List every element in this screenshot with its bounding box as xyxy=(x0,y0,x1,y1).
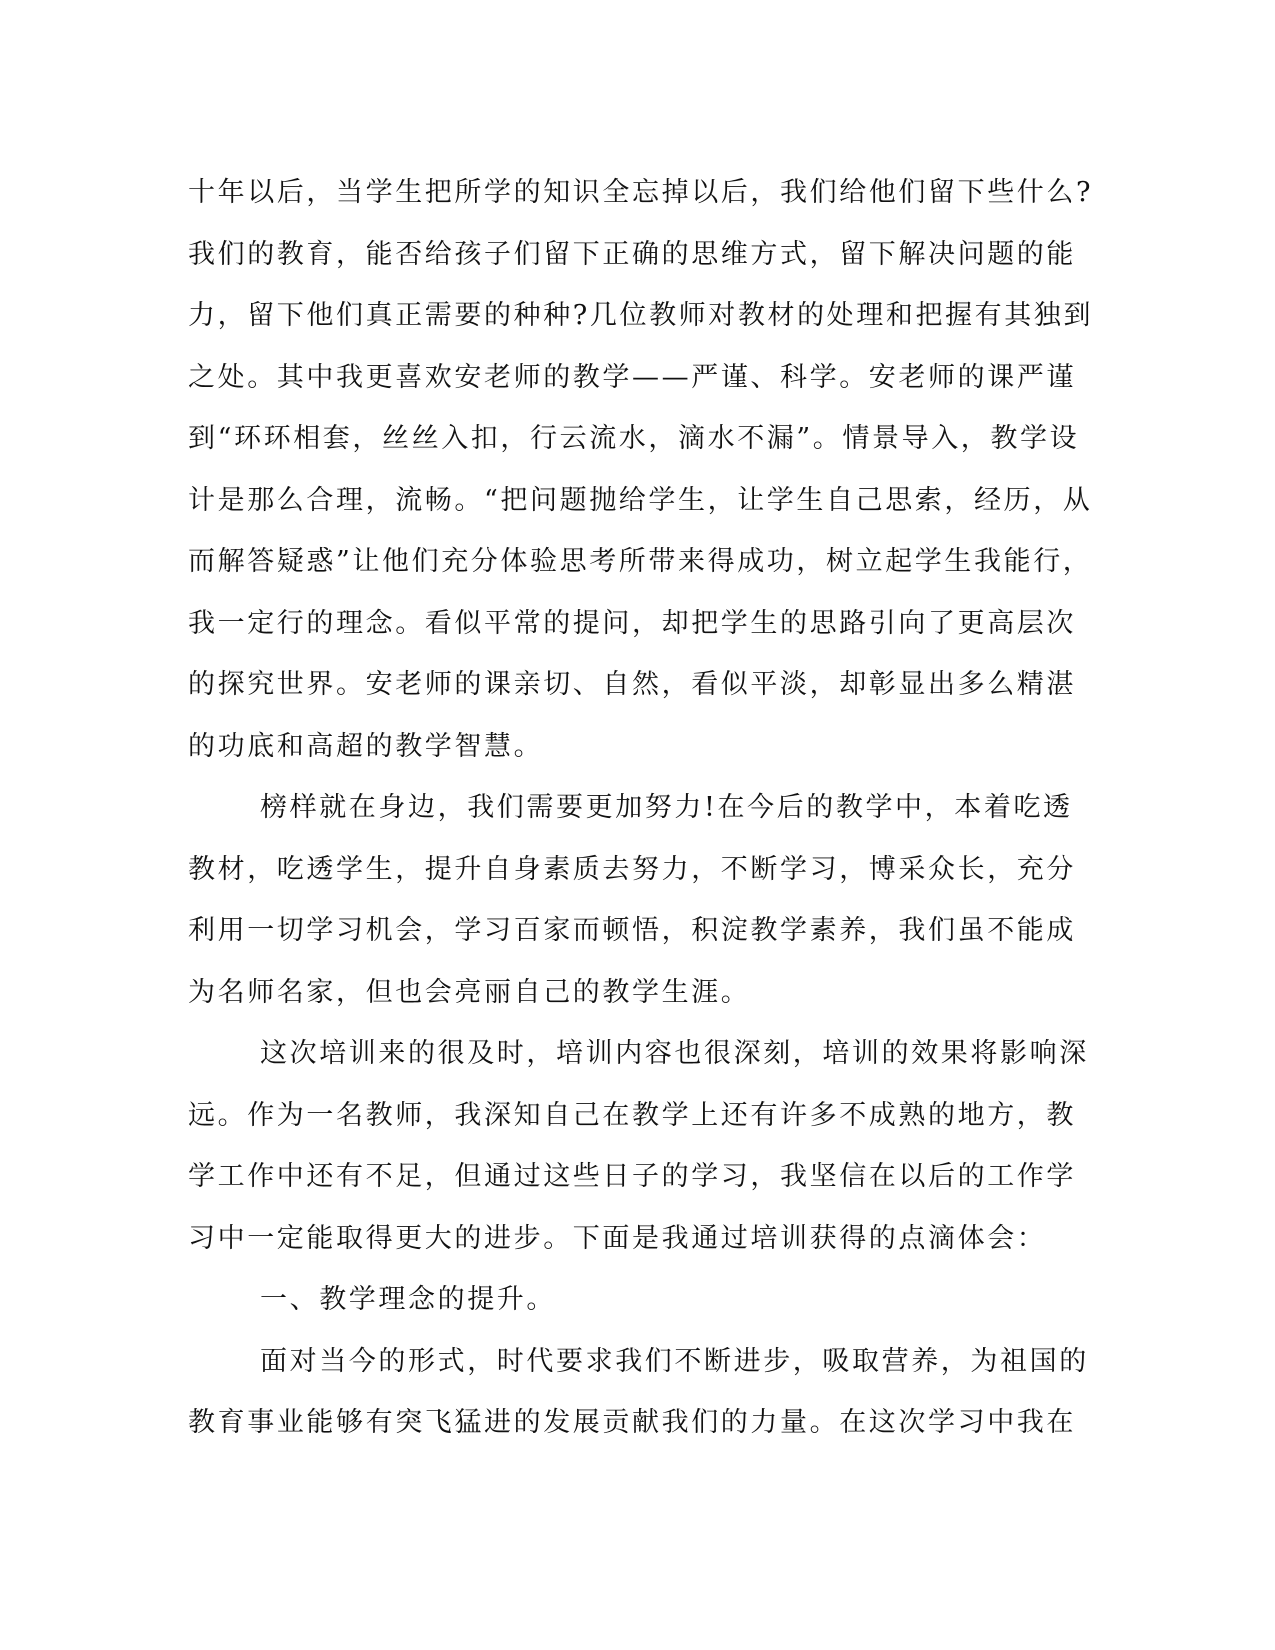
text-line: 的功底和高超的教学智慧。 xyxy=(188,730,544,762)
text-line: 习中一定能取得更大的进步。下面是我通过培训获得的点滴体会： xyxy=(188,1222,1047,1254)
text-line: 远。作为一名教师，我深知自己在教学上还有许多不成熟的地方，教 xyxy=(188,1099,1076,1131)
text-line: 的探究世界。安老师的课亲切、自然，看似平淡，却彰显出多么精湛 xyxy=(188,669,1076,700)
paragraph-start-line: 榜样就在身边，我们需要更加努力!在今后的教学中，本着吃透 xyxy=(260,792,1073,823)
section-heading: 一、教学理念的提升。 xyxy=(260,1284,556,1315)
paragraph-start-line: 面对当今的形式，时代要求我们不断进步，吸取营养，为祖国的 xyxy=(260,1345,1089,1377)
text-line: 教材，吃透学生，提升自身素质去努力，不断学习，博采众长，充分 xyxy=(188,853,1076,885)
text-line: 我们的教育，能否给孩子们留下正确的思维方式，留下解决问题的能 xyxy=(188,238,1076,270)
document-body xyxy=(188,162,1094,1454)
text-line: 力，留下他们真正需要的种种?几位教师对教材的处理和把握有其独到 xyxy=(188,300,1094,331)
text-line: 计是那么合理，流畅。“把问题抛给学生，让学生自己思索，经历，从 xyxy=(188,484,1093,516)
text-line: 为名师名家，但也会亮丽自己的教学生涯。 xyxy=(188,976,751,1008)
text-line: 而解答疑惑”让他们充分体验思考所带来得成功，树立起学生我能行， xyxy=(188,546,1093,577)
text-line: 之处。其中我更喜欢安老师的教学——严谨、科学。安老师的课严谨 xyxy=(188,361,1076,393)
text-line: 我一定行的理念。看似平常的提问，却把学生的思路引向了更高层次 xyxy=(188,607,1076,639)
paragraph-start-line: 这次培训来的很及时，培训内容也很深刻，培训的效果将影响深 xyxy=(260,1038,1089,1069)
text-line: 利用一切学习机会，学习百家而顿悟，积淀教学素养，我们虽不能成 xyxy=(188,915,1076,946)
text-line: 学工作中还有不足，但通过这些日子的学习，我坚信在以后的工作学 xyxy=(188,1161,1076,1192)
text-line: 教育事业能够有突飞猛进的发展贡献我们的力量。在这次学习中我在 xyxy=(188,1407,1076,1438)
text-line: 十年以后，当学生把所学的知识全忘掉以后，我们给他们留下些什么? xyxy=(188,177,1094,208)
text-line: 到“环环相套，丝丝入扣，行云流水，滴水不漏”。情景导入，教学设 xyxy=(188,423,1080,454)
